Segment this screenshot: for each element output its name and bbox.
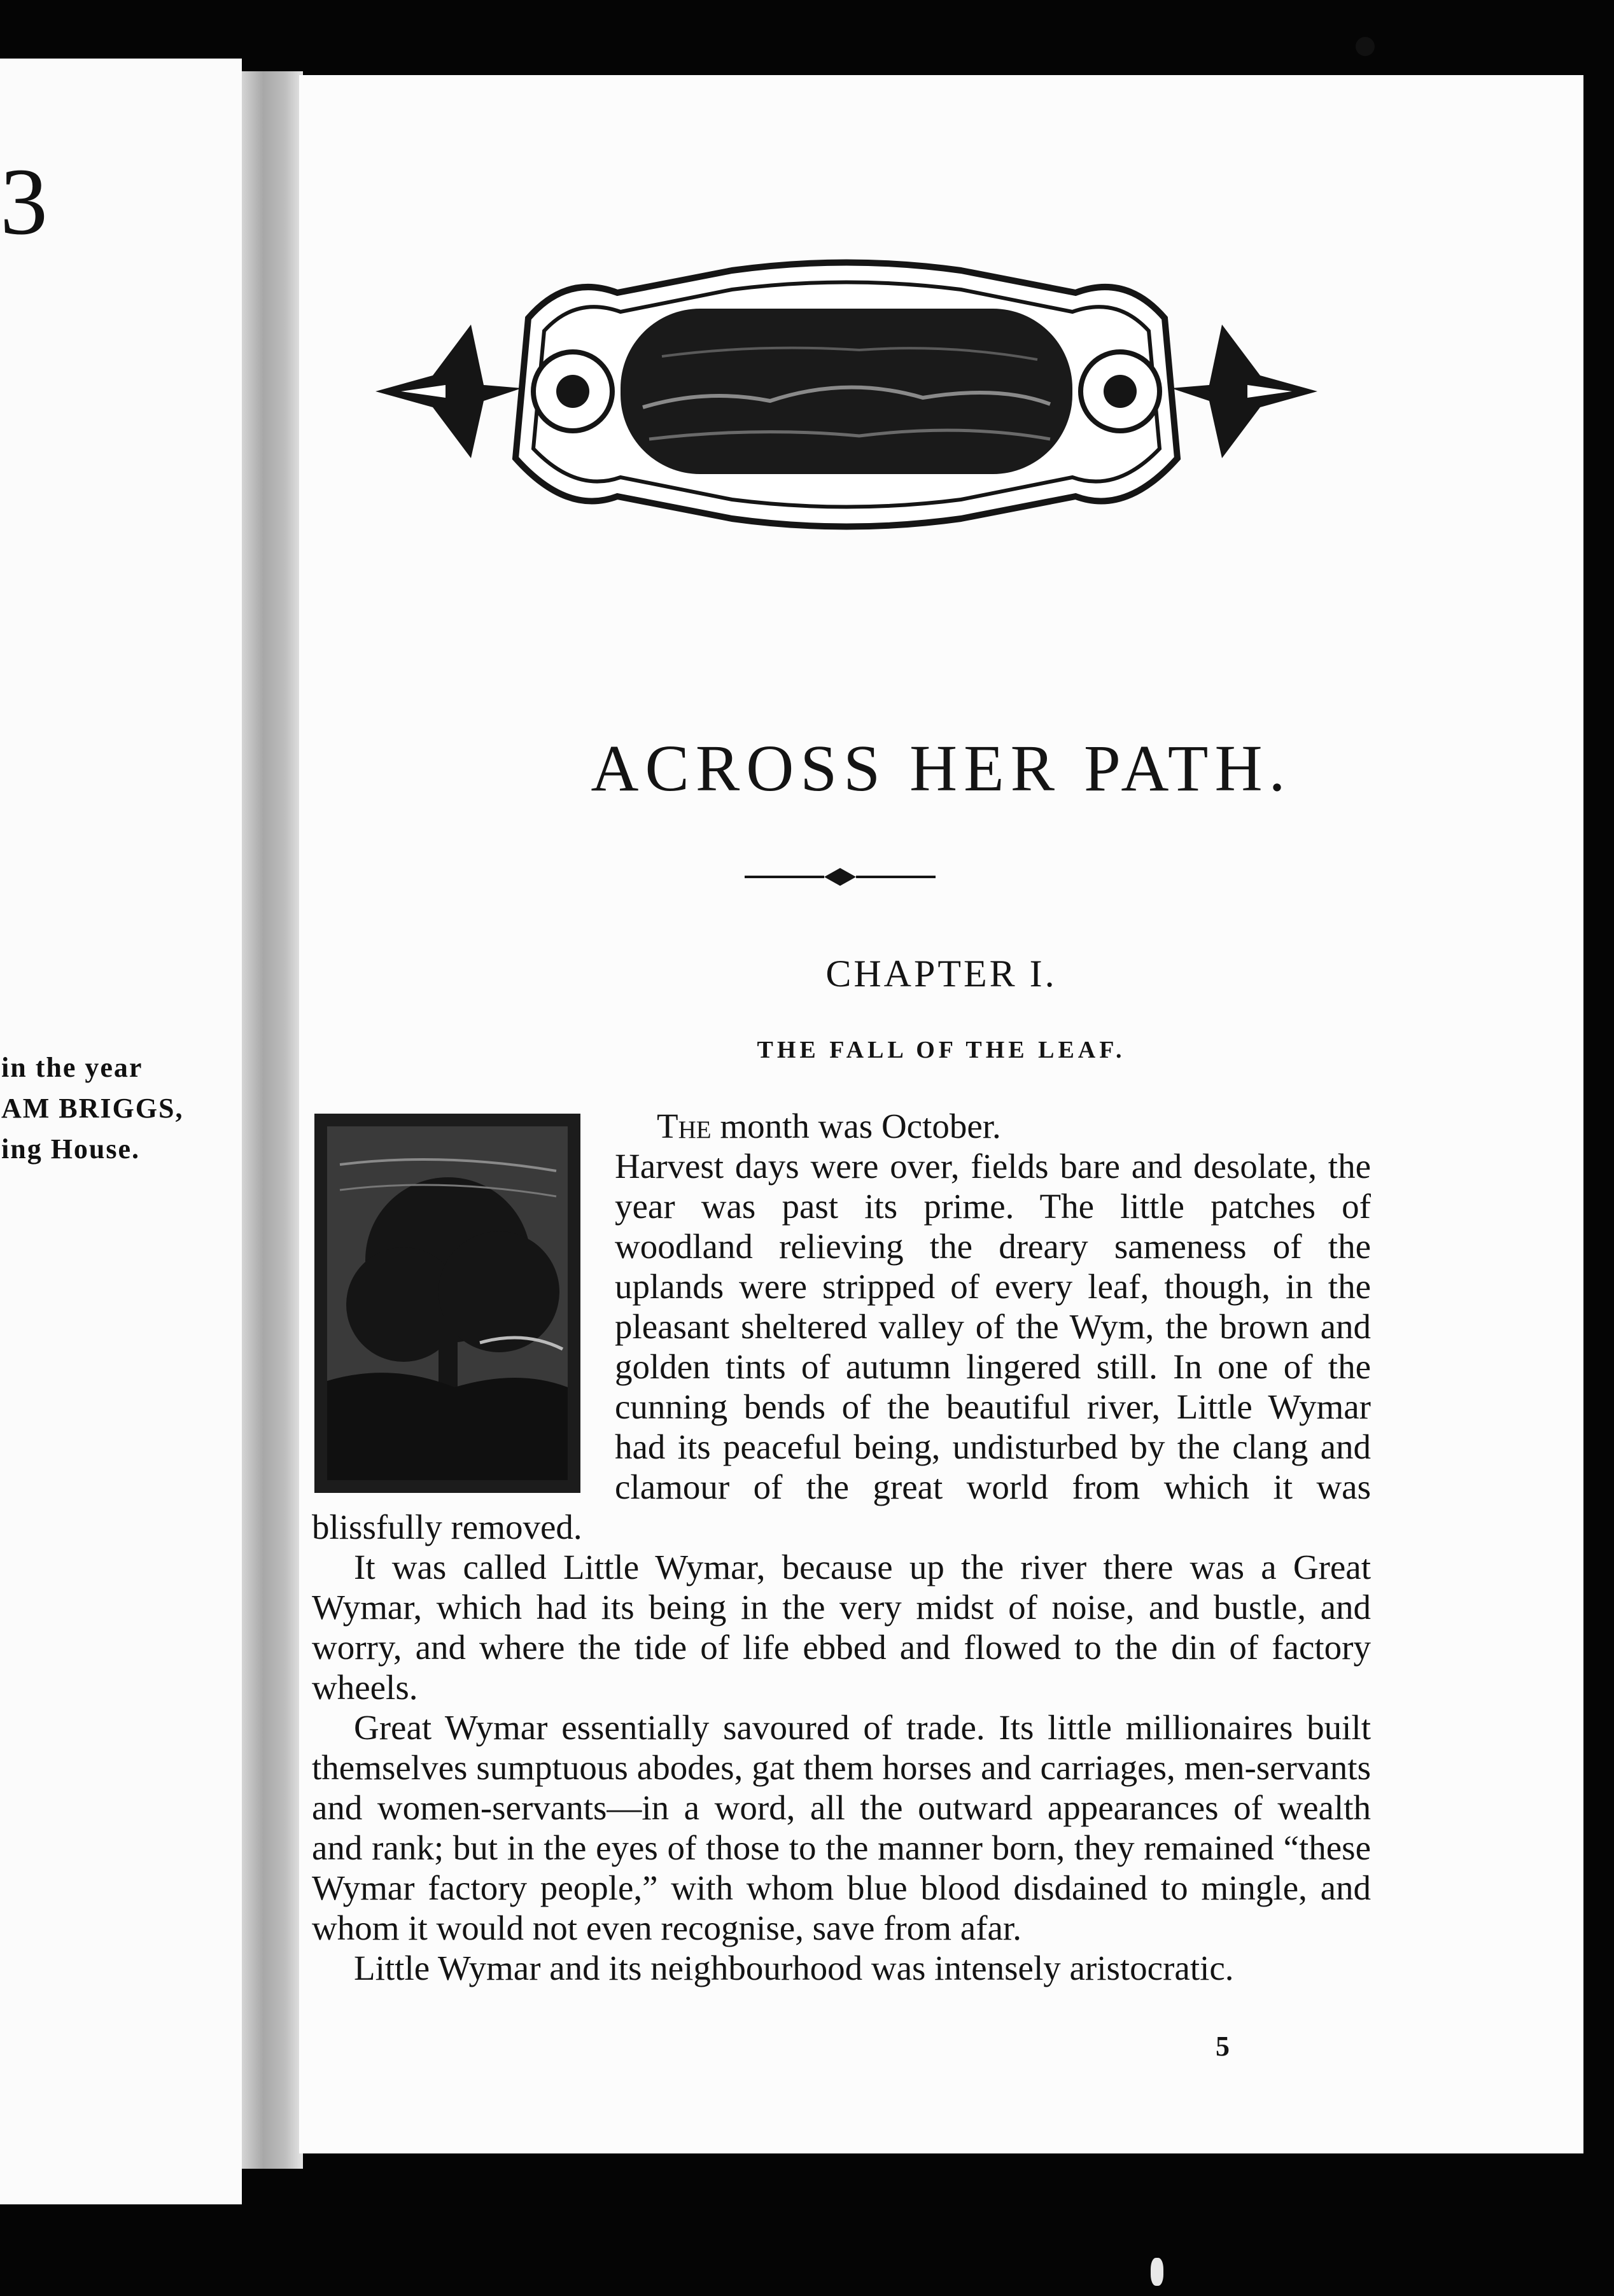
left-page-corner-glyph: 3 (0, 149, 48, 255)
paragraph: It was called Little Wymar, because up the river there was a Great Wymar, which had its being in the very midst of noise, and bustle, and worry, and where the tide of life ebbed and flowed to the din of factory wheels. (312, 1548, 1371, 1707)
left-page-fragment: in the year (1, 1052, 143, 1083)
right-page (299, 75, 1583, 2153)
scan-speck (1151, 2258, 1163, 2286)
paragraph: Harvest days were over, fields bare and desolate, the year was past its prime. The little patches of woodland relieving the dreary sameness of the uplands were stripped of every leaf, though, in the pleasant sheltered valley of the Wym, the brown and golden tints of autumn lingered still. In one of the cunning bends of the beautiful river, Little Wymar had its peaceful being, undisturbed by the clang and clamour of the great world from which it was blissfully removed. (312, 1147, 1371, 1546)
illustration-wrap-space (312, 1106, 615, 1488)
drop-word: The (657, 1107, 712, 1145)
chapter-body-text (312, 1106, 1371, 1988)
left-page-fragment: ing House. (1, 1133, 141, 1165)
chapter-subtitle: THE FALL OF THE LEAF. (757, 1037, 1126, 1063)
headpiece-ornament (375, 248, 1317, 541)
book-gutter-shadow (242, 71, 303, 2169)
left-page-fragment: AM BRIGGS, (1, 1093, 184, 1124)
book-title: ACROSS HER PATH. (591, 732, 1292, 805)
paragraph: Great Wymar essentially savoured of trade. Its little millionaires built themselves sumptuous abodes, gat them horses and carriages, men-servants and women-servants—in a word, all the outward appearances of wealth and rank; but in the eyes of those to the manner born, they remained “these Wymar factory people,” with whom blue blood disdained to mingle, and whom it would not even recognise, save from afar. (312, 1708, 1371, 1947)
left-page (0, 59, 242, 2204)
page-number: 5 (1216, 2031, 1230, 2062)
title-divider-ornament (745, 864, 936, 890)
paragraph: Little Wymar and its neighbourhood was intensely aristocratic. (354, 1949, 1234, 1987)
paragraph-text: month was October. (711, 1107, 1001, 1145)
chapter-heading: CHAPTER I. (825, 953, 1057, 995)
scan-speck (1356, 37, 1375, 56)
